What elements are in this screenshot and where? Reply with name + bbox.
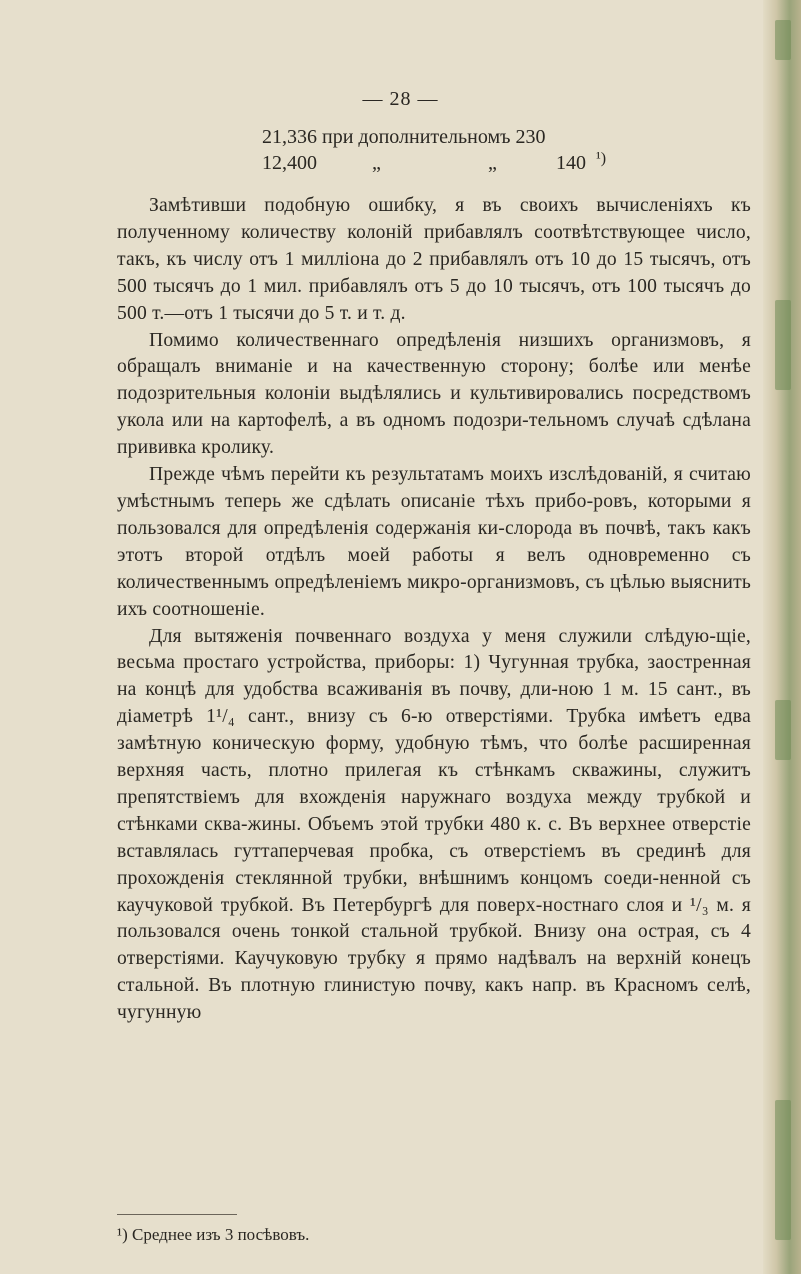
page-edge xyxy=(763,0,801,1274)
edge-stain xyxy=(775,1100,791,1240)
footnote: ¹) Среднее изъ 3 посѣвовъ. xyxy=(117,1225,310,1244)
edge-stain xyxy=(775,20,791,60)
edge-stain xyxy=(775,700,791,760)
paragraph: Помимо количественнаго опредѣленія низшихъ организмовъ, я обращалъ вниманіе и на качественную сторону; болѣе или менѣе подозрительныя колоніи выдѣлялись и культивировались посредствомъ укола или на картофелѣ, а въ одномъ подозри-тельномъ случаѣ сдѣлана прививка кролику. xyxy=(117,329,751,459)
table-row-2-ditto: „ xyxy=(488,152,497,174)
page-number: — 28 — xyxy=(362,88,439,110)
table-row-2-number: 140 xyxy=(556,152,586,174)
footnote-marker: ¹) xyxy=(596,150,607,167)
footnote-rule xyxy=(117,1214,237,1215)
edge-stain xyxy=(775,300,791,390)
paragraph: Замѣтивши подобную ошибку, я въ своихъ вычисленіяхъ къ полученному количеству колоній прибавлялъ соотвѣтствующее число, такъ, къ числу отъ 1 милліона до 2 прибавлялъ отъ 10 до 15 тысячъ, отъ 500 тысячъ до 1 мил. прибавлялъ отъ 5 до 10 тысячъ, отъ 100 тысячъ до 500 т.—отъ 1 тысячи до 5 т. и т. д. xyxy=(117,195,751,324)
table-row-1: 21,336 при дополнительномъ 230 xyxy=(262,126,546,148)
body-text xyxy=(117,193,751,1027)
paragraph: Прежде чѣмъ перейти къ результатамъ моихъ изслѣдованій, я считаю умѣстнымъ теперь же сдѣлать описаніе тѣхъ прибо-ровъ, которыми я пользовался для опредѣленія содержанія ки-слорода въ почвѣ, такъ какъ этотъ второй отдѣлъ моей работы я велъ одновременно съ количественнымъ опредѣленіемъ микро-организмовъ, съ цѣлью выяснить ихъ соотношеніе. xyxy=(117,464,751,620)
paragraph: Для вытяженія почвеннаго воздуха у меня служили слѣдую-щіе, весьма простаго устройства, приборы: 1) Чугунная трубка, заостренная на концѣ для удобства всаживанія въ почву, дли-ною 1 м. 15 сант., въ діаметрѣ 1¹/₄ сант., внизу съ 6-ю отверстіями. Трубка имѣетъ едва замѣтную коническую форму, удобную тѣмъ, что болѣе расширенная верхняя часть, плотно прилегая къ стѣнкамъ скважины, служитъ препятствіемъ для вхожденія наружнаго воздуха между трубкой и стѣнками сква-жины. Объемъ этой трубки 480 к. с. Въ верхнее отверстіе вставлялась гуттаперчевая пробка, съ отверстіемъ въ срединѣ для прохожденія стеклянной трубки, внѣшнимъ концомъ соеди-ненной съ каучуковой трубкой. Въ Петербургѣ для поверх-ностнаго слоя и ¹/₃ м. я пользовался очень тонкой стальной трубкой. Внизу она острая, съ 4 отверстіями. Каучуковую трубку я прямо надѣвалъ на верхній конецъ стальной. Въ плотную глинистую почву, какъ напр. въ Красномъ селѣ, чугунную xyxy=(117,625,751,1024)
table-row-2-value: 12,400 xyxy=(262,152,317,174)
table-row-2-ditto: „ xyxy=(372,152,381,174)
